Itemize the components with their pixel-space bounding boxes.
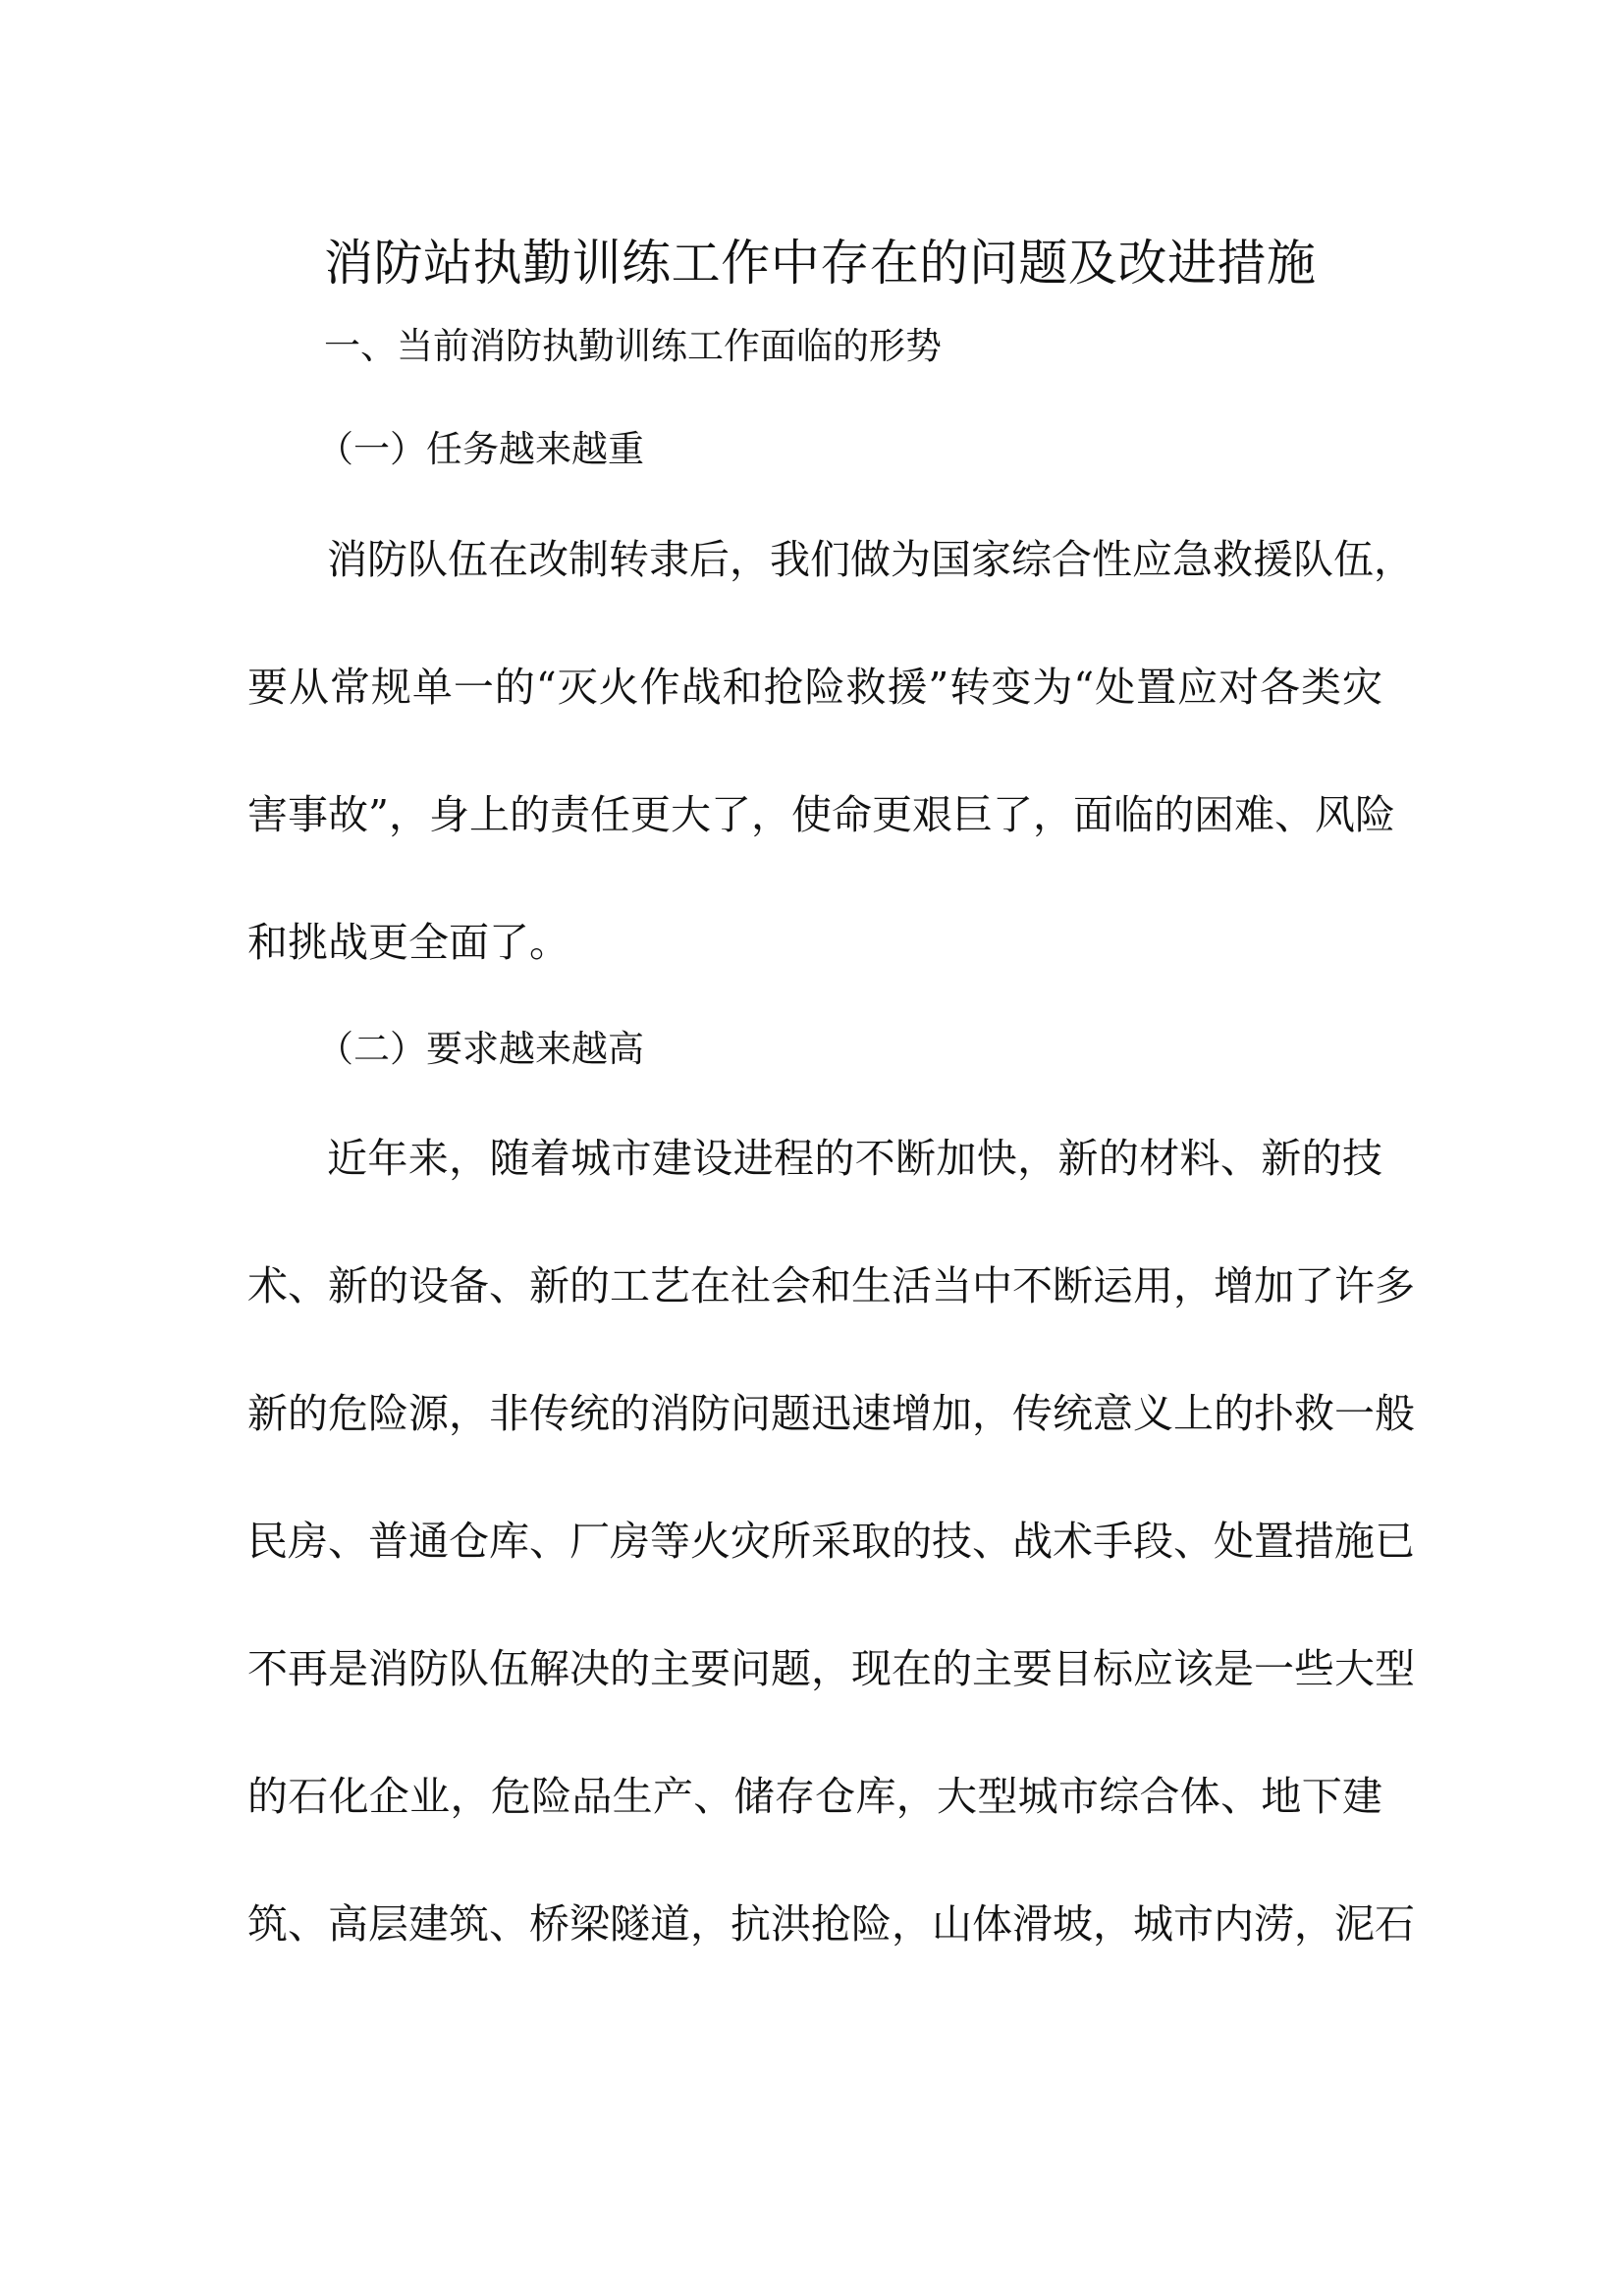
paragraph-line: 消防队伍在改制转隶后，我们做为国家综合性应急救援队伍， bbox=[327, 536, 1414, 583]
paragraph-line: 要从常规单一的“灭火作战和抢险救援”转变为“处置应对各类灾 bbox=[247, 664, 1382, 711]
section-heading: 一、当前消防执勤训练工作面临的形势 bbox=[324, 325, 942, 367]
paragraph-line: 不再是消防队伍解决的主要问题，现在的主要目标应该是一些大型 bbox=[247, 1645, 1415, 1692]
subsection-heading: （一）任务越来越重 bbox=[317, 428, 644, 470]
paragraph-line: 和挑战更全面了。 bbox=[247, 919, 569, 966]
paragraph-line: 的石化企业，危险品生产、储存仓库，大型城市综合体、地下建 bbox=[247, 1773, 1382, 1820]
paragraph-line: 害事故”，身上的责任更大了，使命更艰巨了，面临的困难、风险 bbox=[247, 791, 1395, 838]
paragraph-line: 筑、高层建筑、桥梁隧道，抗洪抢险，山体滑坡，城市内涝，泥石 bbox=[247, 1900, 1415, 1948]
subsection-heading: （二）要求越来越高 bbox=[317, 1028, 644, 1070]
paragraph-line: 新的危险源，非传统的消防问题迅速增加，传统意义上的扑救一般 bbox=[247, 1390, 1415, 1437]
paragraph-line: 近年来，随着城市建设进程的不断加快，新的材料、新的技 bbox=[327, 1135, 1382, 1182]
paragraph-line: 民房、普通仓库、厂房等火灾所采取的技、战术手段、处置措施已 bbox=[247, 1518, 1415, 1565]
document-title: 消防站执勤训练工作中存在的问题及改进措施 bbox=[324, 235, 1316, 292]
paragraph-line: 术、新的设备、新的工艺在社会和生活当中不断运用，增加了许多 bbox=[247, 1262, 1415, 1309]
